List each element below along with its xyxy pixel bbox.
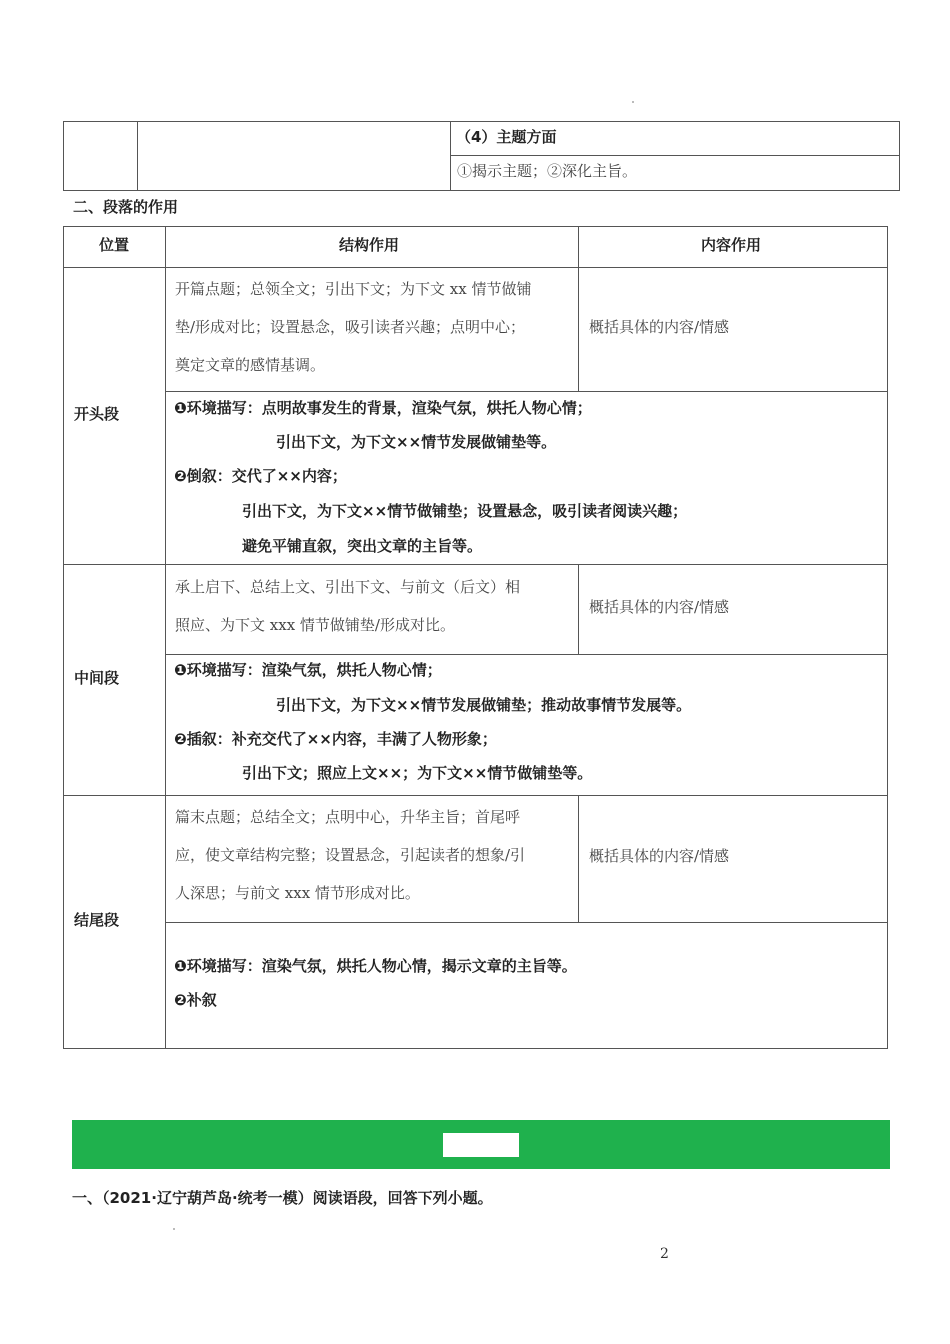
- header-structure: 结构作用: [339, 236, 400, 254]
- ending-structure: [175, 798, 525, 912]
- row-position-ending: 结尾段: [74, 911, 120, 929]
- structure-line: 承上启下、总结上文、引出下文、与前文（后文）相: [175, 578, 521, 596]
- ending-detail-line: ❷补叙: [174, 991, 217, 1009]
- table-divider: [578, 795, 579, 922]
- speck-mark: [632, 101, 634, 103]
- speck-mark: [173, 1228, 175, 1230]
- structure-line: 人深思；与前文 xxx 情节形成对比。: [175, 884, 420, 902]
- header-position: 位置: [99, 236, 130, 254]
- structure-line: 照应、为下文 xxx 情节做铺垫/形成对比。: [175, 616, 455, 634]
- header-content: 内容作用: [701, 236, 762, 254]
- theme-content: ①揭示主题；②深化主旨。: [457, 162, 638, 180]
- opening-detail-line: 避免平铺直叙，突出文章的主旨等。: [242, 537, 483, 555]
- page-number: 2: [660, 1246, 669, 1262]
- question-prompt: 一、（2021·辽宁葫芦岛·统考一模）阅读语段，回答下列小题。: [72, 1189, 493, 1207]
- table-divider: [63, 267, 888, 268]
- opening-detail-line: ❶环境描写：点明故事发生的背景，渲染气氛，烘托人物心情；: [174, 399, 592, 417]
- opening-detail-line: ❷倒叙：交代了××内容；: [174, 467, 347, 485]
- structure-line: 奠定文章的感情基调。: [175, 356, 326, 374]
- table-divider: [578, 564, 579, 654]
- table-divider: [63, 795, 888, 796]
- theme-heading: （4）主题方面: [456, 128, 557, 146]
- section-title: 二、段落的作用: [73, 198, 179, 216]
- table-divider: [165, 922, 888, 923]
- top-table-divider: [137, 121, 138, 191]
- opening-detail-line: 引出下文，为下文××情节发展做铺垫等。: [276, 433, 557, 451]
- middle-detail-line: ❷插叙：补充交代了××内容，丰满了人物形象；: [174, 730, 497, 748]
- ending-content: 概括具体的内容/情感: [589, 847, 730, 865]
- structure-line: 应，使文章结构完整；设置悬念，引起读者的想象/引: [175, 846, 526, 864]
- table-divider: [165, 654, 888, 655]
- top-table-divider: [450, 155, 900, 156]
- middle-detail-line: 引出下文；照应上文××；为下文××情节做铺垫等。: [242, 764, 593, 782]
- table-divider: [578, 226, 579, 391]
- middle-structure: [175, 568, 520, 644]
- top-table-divider: [450, 121, 451, 191]
- middle-content: 概括具体的内容/情感: [589, 598, 730, 616]
- ending-detail-line: ❶环境描写：渲染气氛，烘托人物心情，揭示文章的主旨等。: [174, 957, 577, 975]
- middle-detail-line: 引出下文，为下文××情节发展做铺垫；推动故事情节发展等。: [276, 696, 692, 714]
- table-divider: [165, 226, 166, 1049]
- row-position-opening: 开头段: [74, 405, 120, 423]
- opening-content: 概括具体的内容/情感: [589, 318, 730, 336]
- table-divider: [165, 391, 888, 392]
- opening-detail-line: 引出下文，为下文××情节做铺垫；设置悬念，吸引读者阅读兴趣；: [242, 502, 688, 520]
- structure-line: 篇末点题；总结全文；点明中心，升华主旨；首尾呼: [175, 808, 521, 826]
- structure-line: 垫/形成对比；设置悬念，吸引读者兴趣；点明中心；: [175, 318, 526, 336]
- table-divider: [63, 564, 888, 565]
- middle-detail-line: ❶环境描写：渲染气氛，烘托人物心情；: [174, 661, 442, 679]
- row-position-middle: 中间段: [74, 669, 120, 687]
- banner-label-box: [443, 1133, 519, 1157]
- structure-line: 开篇点题；总领全文；引出下文；为下文 xx 情节做铺: [175, 280, 532, 298]
- opening-structure: [175, 270, 531, 384]
